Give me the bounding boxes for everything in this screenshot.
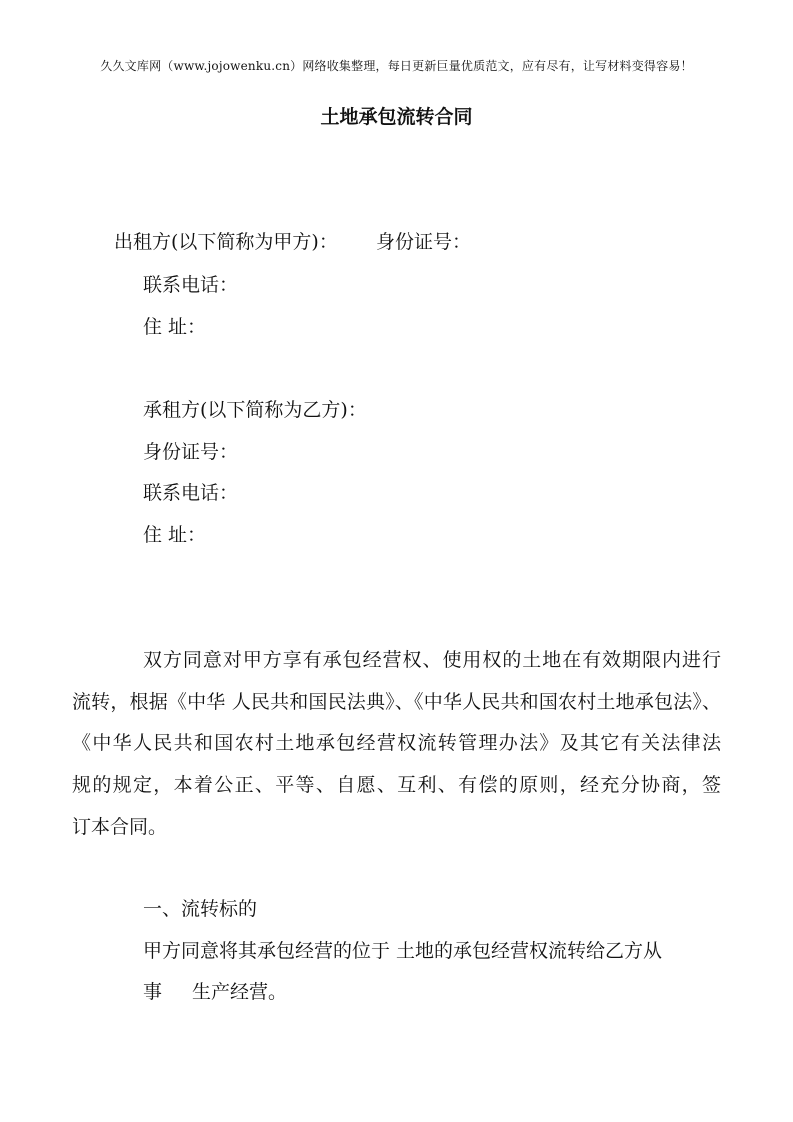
- preamble-line-5: 订本合同。: [72, 816, 168, 838]
- preamble-line-4: 规的规定，本着公正、平等、自愿、互利、有偿的原则，经充分协商，签: [72, 774, 721, 796]
- lessor-phone-label: 联系电话：: [143, 274, 239, 296]
- preamble-line-2: 流转，根据《中华 人民共和国民法典》、《中华人民共和国农村土地承包法》、: [72, 691, 721, 713]
- lessee-id-label: 身份证号：: [143, 441, 239, 463]
- lessor-label: 出租方(以下简称为甲方)：: [114, 231, 338, 253]
- section-1-line-1: 甲方同意将其承包经营的位于 土地的承包经营权流转给乙方从: [143, 940, 663, 962]
- lessee-label: 承租方(以下简称为乙方)：: [143, 399, 367, 421]
- lessor-id-label: 身份证号：: [376, 231, 472, 253]
- document-title: 土地承包流转合同: [320, 106, 473, 128]
- lessor-address-label: 住 址：: [143, 316, 207, 338]
- lessee-phone-label: 联系电话：: [143, 482, 239, 504]
- section-1-heading: 一、流转标的: [143, 898, 258, 920]
- site-banner: 久久文库网（www.jojowenku.cn）网络收集整理，每日更新巨量优质范文，应有尽有，让写材料变得容易！: [100, 59, 693, 73]
- section-1-line-2a: 事: [143, 981, 163, 1003]
- preamble-line-3: 《中华人民共和国农村土地承包经营权流转管理办法》及其它有关法律法: [72, 732, 721, 754]
- section-1-line-2b: 生产经营。: [192, 981, 288, 1003]
- lessee-address-label: 住 址：: [143, 524, 207, 546]
- preamble-line-1: 双方同意对甲方享有承包经营权、使用权的土地在有效期限内进行: [143, 649, 721, 671]
